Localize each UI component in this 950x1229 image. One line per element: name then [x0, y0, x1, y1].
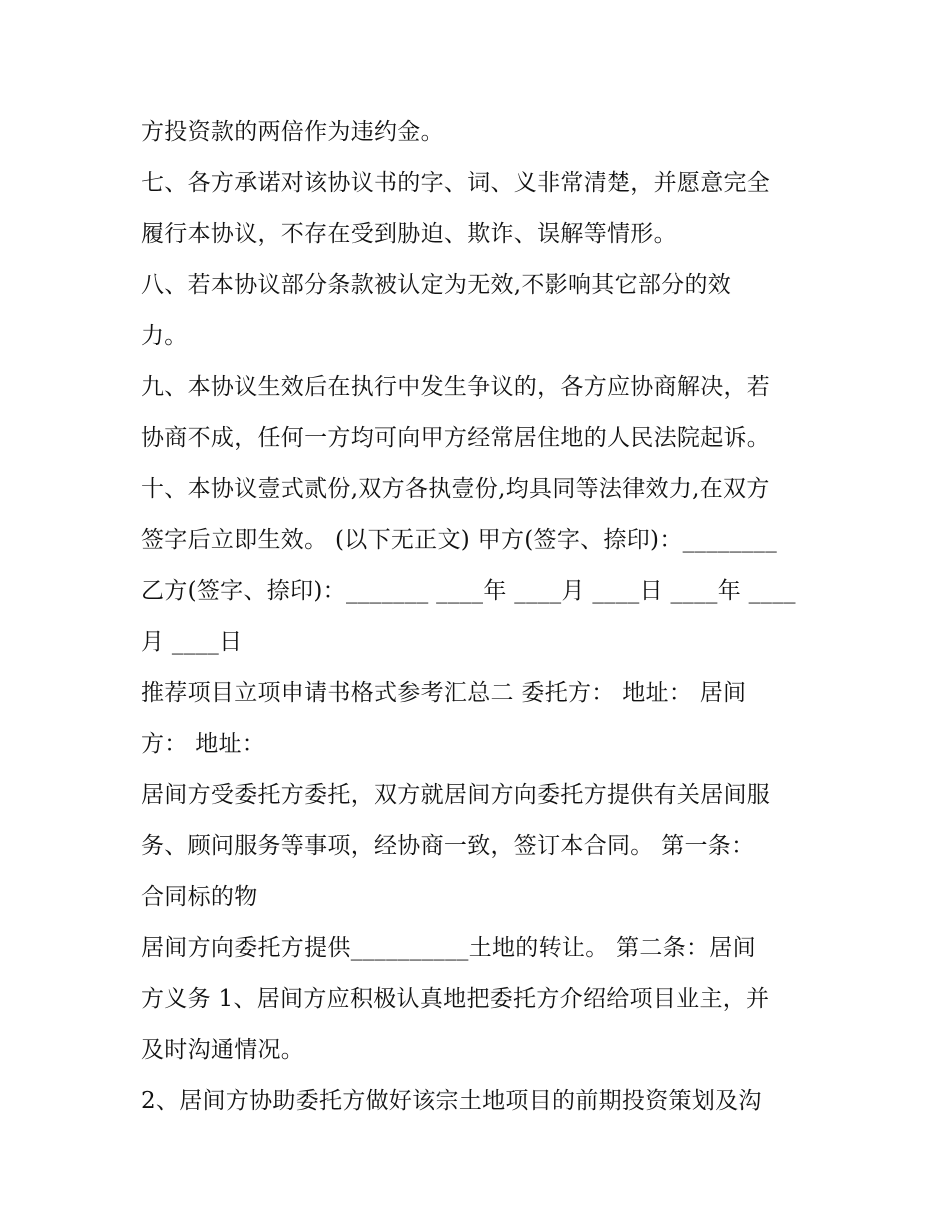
text-line: 方： 地址：: [141, 731, 266, 757]
document-body: [141, 107, 821, 1127]
text-line: 协商不成，任何一方均可向甲方经常居住地的人民法院起诉。: [141, 425, 771, 451]
text-line: 及时沟通情况。: [141, 1037, 305, 1063]
text-line: 2、居间方协助委托方做好该宗土地项目的前期投资策划及沟: [141, 1088, 762, 1114]
text-line: 乙方(签字、捺印)：_______ ____年 ____月 ____日 ____年 ____: [141, 578, 796, 604]
text-line: 合同标的物: [141, 884, 258, 910]
text-line: 居间方受委托方委托，双方就居间方向委托方提供有关居间服: [141, 782, 771, 808]
text-line: 力。: [141, 323, 188, 349]
text-line: 月 ____日: [141, 629, 243, 655]
text-line: 八、若本协议部分条款被认定为无效,不影响其它部分的效: [141, 272, 732, 298]
text-line: 九、本协议生效后在执行中发生争议的，各方应协商解决，若: [141, 374, 771, 400]
text-line: 七、各方承诺对该协议书的字、词、义非常清楚，并愿意完全: [141, 170, 771, 196]
text-line: 方投资款的两倍作为违约金。: [141, 119, 444, 145]
text-line: 务、顾问服务等事项，经协商一致，签订本合同。 第一条：: [141, 833, 755, 859]
text-line: 居间方向委托方提供__________土地的转让。 第二条：居间: [141, 935, 756, 961]
text-line: 签字后立即生效。 (以下无正文) 甲方(签字、捺印)：________: [141, 527, 778, 553]
text-line: 方义务 1、居间方应积极认真地把委托方介绍给项目业主，并: [141, 986, 770, 1012]
text-line: 推荐项目立项申请书格式参考汇总二 委托方： 地址： 居间: [141, 680, 747, 706]
text-line: 履行本协议，不存在受到胁迫、欺诈、误解等情形。: [141, 221, 677, 247]
text-line: 十、本协议壹式贰份,双方各执壹份,均具同等法律效力,在双方: [141, 476, 770, 502]
